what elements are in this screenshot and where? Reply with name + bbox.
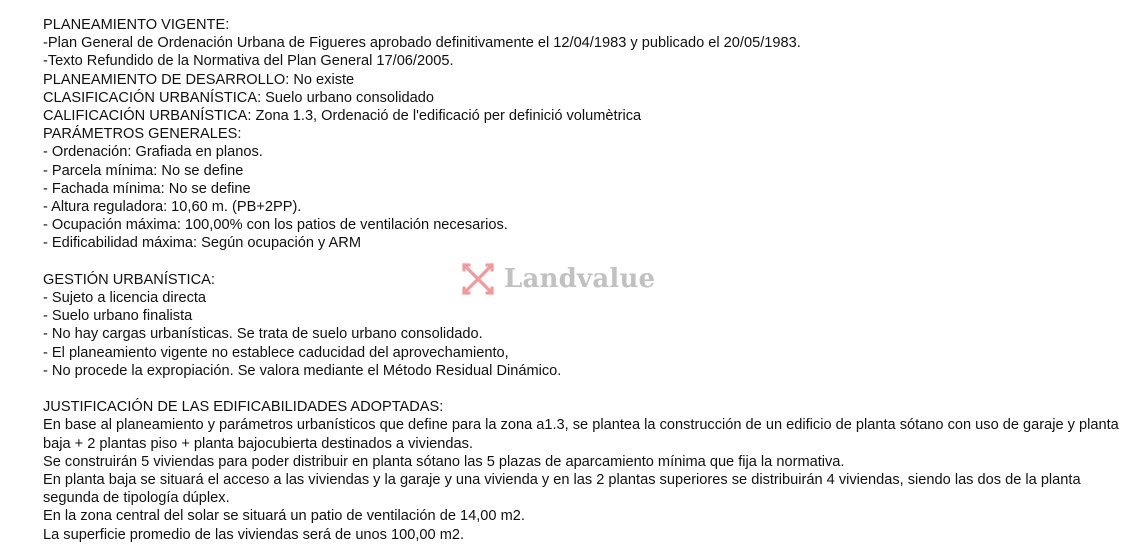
paragraph: En base al planeamiento y parámetros urbanísticos que define para la zona a1.3, se plantea la construcción de un edificio de planta sótano con uso de garaje y planta baja + 2 plantas piso + planta bajocubierta destinados a viviendas.	[43, 417, 1119, 452]
paragraph: En la zona central del solar se situará un patio de ventilación de 14,00 m2.	[43, 508, 525, 525]
text-line: - Parcela mínima: No se define	[43, 162, 244, 179]
text-line: PLANEAMIENTO DE DESARROLLO: No existe	[43, 71, 355, 88]
paragraph: Se construirán 5 viviendas para poder distribuir en planta sótano las 5 plazas de aparcamiento mínima que fija la normativa.	[43, 453, 845, 470]
section-gestion	[43, 271, 1123, 380]
text-line: - El planeamiento vigente no establece caducidad del aprovechamiento,	[43, 344, 509, 361]
text-line: CLASIFICACIÓN URBANÍSTICA: Suelo urbano consolidado	[43, 89, 434, 106]
text-line: - Edificabilidad máxima: Según ocupación y ARM	[43, 235, 361, 252]
section-planeamiento	[43, 16, 1123, 253]
section-heading: JUSTIFICACIÓN DE LAS EDIFICABILIDADES ADOPTADAS:	[43, 399, 444, 416]
document-body	[43, 16, 1123, 544]
text-line: - No procede la expropiación. Se valora mediante el Método Residual Dinámico.	[43, 362, 562, 379]
paragraph: En planta baja se situará el acceso a las viviendas y la garaje y una vivienda y en las 2 plantas superiores se distribuirán 4 viviendas, siendo las dos de la planta segunda de tipología dúplex.	[43, 472, 1081, 507]
text-line: - No hay cargas urbanísticas. Se trata de suelo urbano consolidado.	[43, 326, 483, 343]
section-justificacion	[43, 398, 1123, 544]
text-line: CALIFICACIÓN URBANÍSTICA: Zona 1.3, Ordenació de l'edificació per definició volumètrica	[43, 108, 642, 125]
text-line: - Sujeto a licencia directa	[43, 290, 207, 307]
text-line: - Altura reguladora: 10,60 m. (PB+2PP).	[43, 199, 302, 216]
watermark-text: Landvalue	[504, 264, 656, 294]
text-line: - Ocupación máxima: 100,00% con los patios de ventilación necesarios.	[43, 217, 508, 234]
text-line: -Texto Refundido de la Normativa del Plan General 17/06/2005.	[43, 53, 454, 70]
text-line: - Fachada mínima: No se define	[43, 180, 251, 197]
spacer	[43, 253, 1123, 271]
text-line: PARÁMETROS GENERALES:	[43, 126, 242, 143]
text-line: - Suelo urbano finalista	[43, 308, 193, 325]
text-line: - Ordenación: Grafiada en planos.	[43, 144, 263, 161]
paragraph: La superficie promedio de las viviendas será de unos 100,00 m2.	[43, 526, 465, 543]
text-line: -Plan General de Ordenación Urbana de Figueres aprobado definitivamente el 12/04/1983 y publicado el 20/05/1983.	[43, 35, 801, 52]
section-heading: GESTIÓN URBANÍSTICA:	[43, 271, 215, 288]
section-heading: PLANEAMIENTO VIGENTE:	[43, 17, 230, 33]
spacer	[43, 380, 1123, 398]
